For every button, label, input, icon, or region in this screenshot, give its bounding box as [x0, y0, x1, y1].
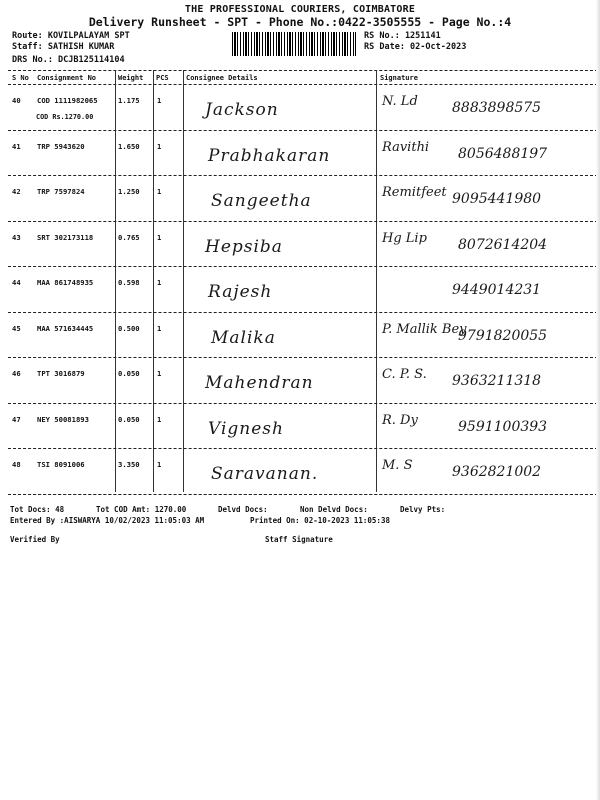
row-weight: 0.500 — [118, 323, 140, 333]
row-signature-mark: Ravithi — [382, 139, 430, 155]
total-docs: Tot Docs: 48 — [10, 505, 65, 514]
barcode-image — [232, 32, 356, 56]
row-consignment-no: TPT 3016879 — [37, 369, 85, 378]
col-header-pcs: PCS — [156, 74, 169, 82]
row-pcs: 1 — [157, 323, 162, 333]
row-sno: 40 — [12, 96, 21, 105]
row-sno: 44 — [12, 278, 21, 287]
staff-label: Staff: SATHISH KUMAR — [12, 42, 115, 52]
row-sno: 42 — [12, 187, 21, 196]
row-pcs: 1 — [157, 96, 162, 105]
row-pcs: 1 — [157, 278, 162, 287]
row-consignee-name: Jackson — [205, 100, 279, 120]
total-cod-amount: Tot COD Amt: 1270.00 — [96, 505, 187, 514]
rs-number: RS No.: 1251141 — [364, 31, 441, 41]
row-consignment-no: NEY 50081893 — [37, 414, 89, 424]
row-sno: 48 — [12, 460, 21, 469]
row-signature-phone: 8056488197 — [458, 145, 548, 162]
col-divider — [376, 70, 377, 492]
row-signature-phone: 9095441980 — [452, 191, 542, 207]
rs-date: RS Date: 02-Oct-2023 — [364, 42, 467, 52]
row-consignee-name: Saravanan. — [211, 464, 319, 484]
runsheet-subtitle: Delivery Runsheet - SPT - Phone No.:0422-3505555 - Page No.:4 — [88, 15, 512, 29]
printed-on: Printed On: 02-10-2023 11:05:38 — [250, 516, 390, 525]
col-divider — [153, 70, 154, 492]
col-divider — [115, 70, 116, 492]
row-signature-phone: 9449014231 — [452, 282, 542, 298]
row-consignment-no: COD 1111982065 — [37, 96, 98, 105]
row-consignee-name: Mahendran — [205, 373, 314, 393]
row-weight: 1.250 — [118, 187, 140, 196]
row-weight: 0.765 — [118, 232, 140, 242]
row-consignment-no: TSI 8091006 — [37, 460, 85, 469]
col-header-weight: Weight — [118, 74, 144, 82]
row-signature-phone: 8072614204 — [458, 236, 548, 253]
row-weight: 3.350 — [118, 460, 140, 469]
row-cod-amount: COD Rs.1270.00 — [36, 113, 94, 121]
row-consignment-no: MAA 861748935 — [37, 278, 94, 287]
col-header-consignment: Consignment No — [37, 74, 97, 82]
row-sno: 43 — [12, 232, 21, 242]
row-pcs: 1 — [157, 414, 162, 424]
col-divider — [183, 70, 184, 492]
row-weight: 0.050 — [118, 369, 140, 378]
row-signature-phone: 9363211318 — [452, 373, 542, 389]
row-sno: 45 — [12, 323, 21, 333]
non-delivered-docs: Non Delvd Docs: — [300, 505, 368, 514]
row-weight: 1.175 — [118, 96, 140, 105]
row-consignee-name: Vignesh — [208, 418, 284, 439]
row-rule — [8, 357, 598, 358]
drs-number: DRS No.: DCJB125114104 — [12, 55, 125, 65]
row-consignment-no: MAA 571634445 — [37, 323, 94, 333]
col-header-signature: Signature — [380, 74, 418, 82]
row-consignee-name: Rajesh — [208, 282, 273, 302]
row-signature-mark: P. Mallik Bey — [382, 321, 467, 337]
company-title: THE PROFESSIONAL COURIERS, COIMBATORE — [184, 4, 416, 15]
row-consignee-name: Prabhakaran — [208, 145, 331, 166]
row-pcs: 1 — [157, 369, 162, 378]
route-label: Route: KOVILPALAYAM SPT — [12, 31, 130, 41]
row-consignee-name: Sangeetha — [211, 191, 312, 211]
row-signature-phone: 9791820055 — [458, 327, 548, 344]
delivered-docs: Delvd Docs: — [218, 505, 268, 514]
row-sno: 47 — [12, 414, 21, 424]
table-bottom-rule — [8, 494, 598, 495]
row-rule — [8, 312, 598, 313]
row-consignee-name: Hepsiba — [205, 236, 283, 257]
row-rule — [8, 175, 598, 176]
col-header-details: Consignee Details — [186, 74, 258, 82]
row-sno: 41 — [12, 141, 21, 151]
row-consignment-no: TRP 7597824 — [37, 187, 85, 196]
col-header-sno: S No — [12, 74, 29, 82]
row-rule — [8, 221, 598, 222]
entered-by: Entered By :AISWARYA 10/02/2023 11:05:03 AM — [10, 516, 205, 525]
staff-signature-label: Staff Signature — [265, 535, 333, 544]
row-pcs: 1 — [157, 141, 162, 151]
row-signature-mark: M. S — [382, 458, 413, 473]
row-signature-phone: 9591100393 — [458, 418, 548, 435]
row-weight: 0.050 — [118, 414, 140, 424]
row-signature-mark: N. Ld — [382, 94, 418, 109]
row-rule — [8, 130, 598, 131]
row-signature-phone: 9362821002 — [452, 464, 542, 480]
row-signature-mark: C. P. S. — [382, 367, 427, 382]
row-consignee-name: Malika — [211, 327, 276, 348]
verified-by-label: Verified By — [10, 535, 60, 544]
delivery-points: Delvy Pts: — [400, 505, 446, 514]
row-pcs: 1 — [157, 232, 162, 242]
scan-edge — [596, 0, 600, 800]
row-consignment-no: SRT 302173118 — [37, 232, 94, 242]
row-pcs: 1 — [157, 460, 162, 469]
row-rule — [8, 403, 598, 404]
row-signature-mark: Hg Lip — [382, 230, 427, 246]
row-weight: 0.598 — [118, 278, 140, 287]
row-consignment-no: TRP 5943620 — [37, 141, 85, 151]
header-bottom-rule — [8, 84, 598, 85]
row-weight: 1.650 — [118, 141, 140, 151]
row-pcs: 1 — [157, 187, 162, 196]
row-sno: 46 — [12, 369, 21, 378]
row-signature-phone: 8883898575 — [452, 100, 542, 116]
row-signature-mark: R. Dy — [382, 412, 418, 428]
row-rule — [8, 448, 598, 449]
table-top-rule — [8, 70, 598, 71]
row-signature-mark: Remitfeet — [382, 185, 447, 200]
row-rule — [8, 266, 598, 267]
